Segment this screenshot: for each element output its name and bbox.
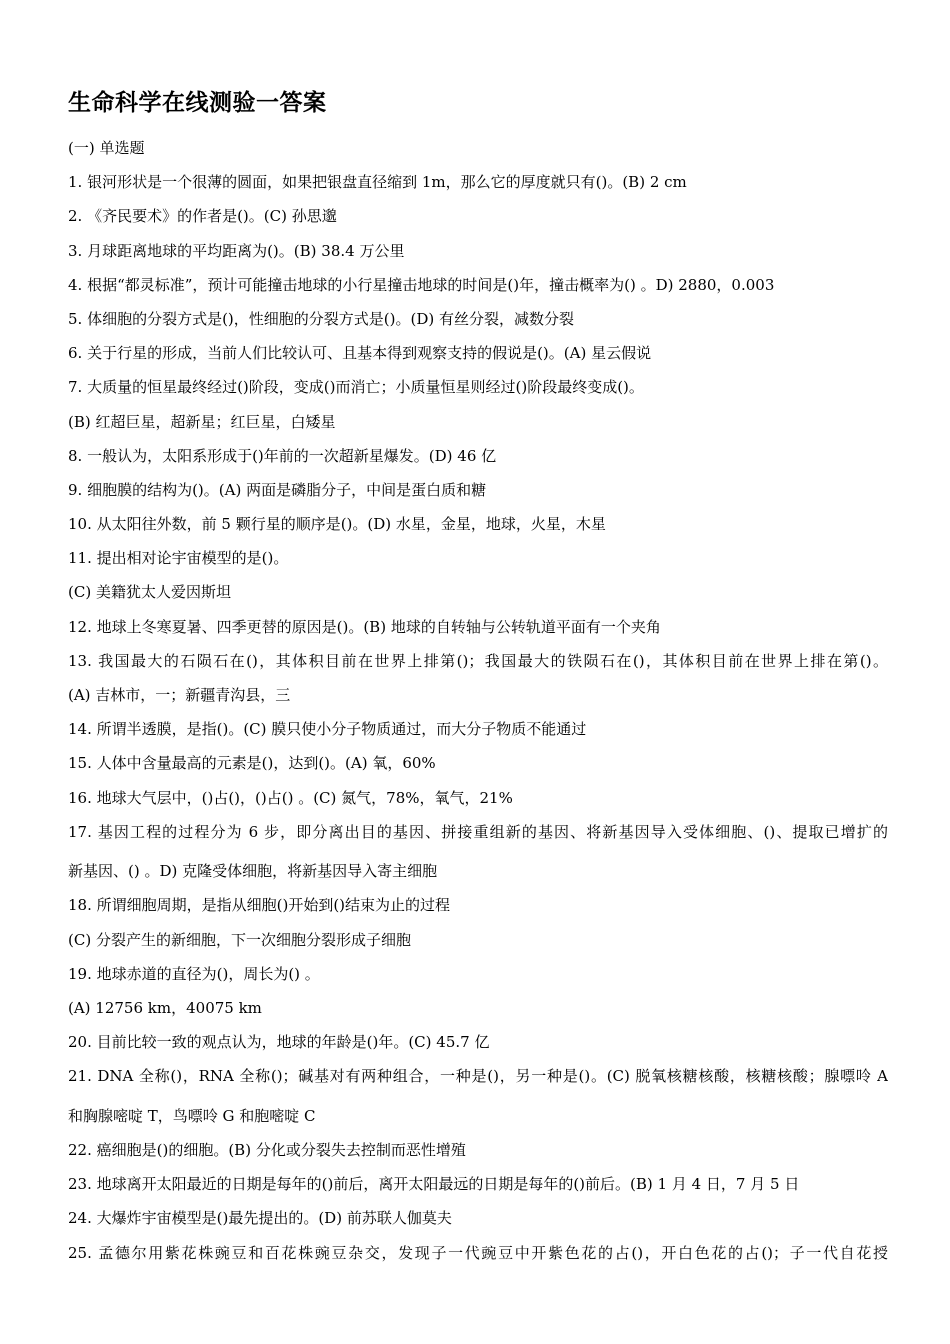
question-line: 25. 孟德尔用紫花株豌豆和百花株豌豆杂交，发现子一代豌豆中开紫色花的占()，开白色花的占()；子一代自花授 <box>68 1243 888 1262</box>
question-line: 12. 地球上冬寒夏暑、四季更替的原因是()。(B) 地球的自转轴与公转轨道平面有一个夹角 <box>68 617 661 636</box>
question-line: 15. 人体中含量最高的元素是()，达到()。(A) 氧，60% <box>68 754 436 773</box>
question-line: 14. 所谓半透膜，是指()。(C) 膜只使小分子物质通过，而大分子物质不能通过 <box>68 720 587 739</box>
question-line: 9. 细胞膜的结构为()。(A) 两面是磷脂分子，中间是蛋白质和糖 <box>68 480 487 499</box>
question-line: 5. 体细胞的分裂方式是()，性细胞的分裂方式是()。(D) 有丝分裂，减数分裂 <box>68 309 574 328</box>
question-line: 4. 根据“都灵标准”，预计可能撞击地球的小行星撞击地球的时间是()年，撞击概率为() 。D) 2880，0.003 <box>68 275 775 294</box>
question-line: 6. 关于行星的形成，当前人们比较认可、且基本得到观察支持的假说是()。(A) 星云假说 <box>68 344 652 363</box>
question-line: 22. 癌细胞是()的细胞。(B) 分化或分裂失去控制而恶性增殖 <box>68 1141 466 1160</box>
question-line: 13. 我国最大的石陨石在()，其体积目前在世界上排第()；我国最大的铁陨石在()，其体积目前在世界上排在第()。 <box>68 651 888 670</box>
question-line: 16. 地球大气层中，()占()，()占() 。(C) 氮气，78%，氧气，21% <box>68 788 513 807</box>
answer-line: (C) 美籍犹太人爱因斯坦 <box>68 583 231 602</box>
answer-line: (A) 12756 km，40075 km <box>68 999 262 1017</box>
question-line: 7. 大质量的恒星最终经过()阶段，变成()而消亡；小质量恒星则经过()阶段最终变成()。 <box>68 378 644 397</box>
question-line: 24. 大爆炸宇宙模型是()最先提出的。(D) 前苏联人伽莫夫 <box>68 1209 452 1228</box>
question-line: 8. 一般认为，太阳系形成于()年前的一次超新星爆发。(D) 46 亿 <box>68 446 497 465</box>
question-line: 1. 银河形状是一个很薄的圆面，如果把银盘直径缩到 1m，那么它的厚度就只有()。(B) 2 cm <box>68 173 687 192</box>
answer-line: (B) 红超巨星，超新星；红巨星，白矮星 <box>68 412 336 431</box>
answer-line: (C) 分裂产生的新细胞，下一次细胞分裂形成子细胞 <box>68 930 411 949</box>
question-line: 21. DNA 全称()，RNA 全称()；碱基对有两种组合，一种是()，另一种是()。(C) 脱氧核糖核酸，核糖核酸；腺嘌呤 A <box>68 1067 888 1086</box>
question-line: 23. 地球离开太阳最近的日期是每年的()前后，离开太阳最远的日期是每年的()前后。(B) 1 月 4 日，7 月 5 日 <box>68 1175 800 1194</box>
question-line: 11. 提出相对论宇宙模型的是()。 <box>68 549 289 568</box>
question-line: 10. 从太阳往外数，前 5 颗行星的顺序是()。(D) 水星，金星，地球，火星，木星 <box>68 515 606 534</box>
question-line: 2. 《齐民要术》的作者是()。(C) 孙思邈 <box>68 207 337 226</box>
question-line: 17. 基因工程的过程分为 6 步，即分离出目的基因、拼接重组新的基因、将新基因导入受体细胞、()、提取已增扩的 <box>68 822 888 841</box>
answer-line: (A) 吉林市，一；新疆青沟县，三 <box>68 686 291 704</box>
question-line: 18. 所谓细胞周期，是指从细胞()开始到()结束为止的过程 <box>68 896 451 915</box>
question-line: 19. 地球赤道的直径为()，周长为() 。 <box>68 964 320 983</box>
section-heading: (一) 单选题 <box>68 139 145 157</box>
document-body <box>68 136 888 1275</box>
question-line: 3. 月球距离地球的平均距离为()。(B) 38.4 万公里 <box>68 241 405 260</box>
document-title: 生命科学在线测验一答案 <box>68 90 327 116</box>
answer-line: 新基因、() 。D) 克隆受体细胞，将新基因导入寄主细胞 <box>68 862 438 881</box>
question-line: 20. 目前比较一致的观点认为，地球的年龄是()年。(C) 45.7 亿 <box>68 1033 490 1052</box>
answer-line: 和胸腺嘧啶 T，鸟嘌呤 G 和胞嘧啶 C <box>68 1106 316 1125</box>
